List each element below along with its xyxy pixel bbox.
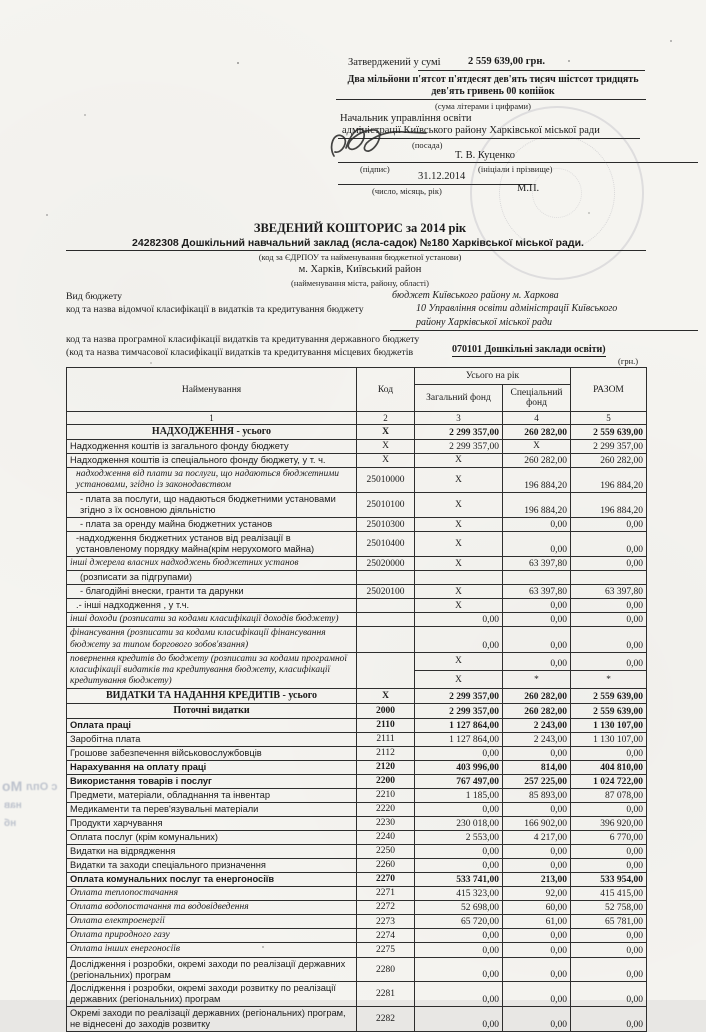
cell-c-code: 2200 (357, 774, 415, 788)
signature-caption: (підпис) (360, 164, 390, 174)
seal-place-label: М.П. (517, 183, 540, 194)
cell-num: 0,00 (571, 929, 647, 943)
table-row (67, 718, 647, 732)
cell-num: 2 299 357,00 (415, 425, 503, 440)
dept-underline (390, 330, 698, 331)
cell-c-name: Використання товарів і послуг (67, 774, 357, 788)
cell-c-name: Нарахування на оплату праці (67, 760, 357, 774)
cell-c-code: 2220 (357, 802, 415, 816)
header-name: Найменування (67, 368, 357, 412)
table-row (67, 732, 647, 746)
header-special-fund: Спеціальний фонд (503, 385, 571, 412)
cell-num: 0,00 (415, 1007, 503, 1032)
cell-num: 65 720,00 (415, 914, 503, 928)
cell-c-name: Грошове забезпечення військовослужбовців (67, 746, 357, 760)
showthrough-artifact: Мо (2, 778, 23, 794)
approver-position-line2: адміністрації Київського району Харківської міської ради (342, 125, 600, 136)
amount-in-words-line2: дев'ять гривень 00 копійок (431, 86, 555, 97)
table-row (67, 982, 647, 1007)
organization-underline (66, 250, 646, 251)
cell-num: 0,00 (503, 858, 571, 872)
cell-c-name: ВИДАТКИ ТА НАДАННЯ КРЕДИТІВ - усього (67, 689, 357, 704)
cell-num: 61,00 (503, 914, 571, 928)
table-row (67, 585, 647, 599)
table-row (67, 453, 647, 467)
cell-num (415, 571, 503, 585)
cell-c-code: 25010300 (357, 518, 415, 532)
cell-c-code: 2230 (357, 816, 415, 830)
cell-c-code: 25010000 (357, 467, 415, 492)
cell-num: 4 217,00 (503, 830, 571, 844)
dept-classification-label: код та назва відомчої класифікації в видатків та кредитування бюджету (66, 304, 364, 315)
city-line: м. Харків, Київський район (298, 264, 422, 275)
cell-num: 2 299 357,00 (415, 704, 503, 719)
cell-num: 415 415,00 (571, 886, 647, 900)
cell-c-code: 25010400 (357, 532, 415, 557)
program-classification-label: код та назва програмної класифікації видатків та кредитування державного бюджету (66, 334, 420, 345)
cell-c-name: НАДХОДЖЕННЯ - усього (67, 425, 357, 440)
cell-num: 1 127 864,00 (415, 732, 503, 746)
column-numbers-row (67, 412, 647, 425)
cell-num: 257 225,00 (503, 774, 571, 788)
cell-num: 196 884,20 (571, 467, 647, 492)
cell-num: 0,00 (571, 982, 647, 1007)
scan-noise (237, 62, 239, 64)
cell-num: Х (415, 532, 503, 557)
table-row (67, 914, 647, 928)
cell-num: 2 559 639,00 (571, 689, 647, 704)
cell-num: 1 185,00 (415, 788, 503, 802)
showthrough-artifact: нав (4, 800, 22, 811)
cell-c-code: 2111 (357, 732, 415, 746)
table-row (67, 652, 647, 670)
cell-num: Х (415, 671, 503, 689)
cell-num: 0,00 (503, 746, 571, 760)
cell-num: 0,00 (571, 858, 647, 872)
cell-num: 196 884,20 (503, 493, 571, 518)
cell-c-code: 2270 (357, 872, 415, 886)
cell-num: 0,00 (503, 599, 571, 613)
budget-type-value: бюджет Київського району м. Харкова (392, 290, 559, 301)
cell-num: 0,00 (571, 556, 647, 570)
cell-num: 0,00 (503, 518, 571, 532)
name-caption: (ініціали і прізвище) (478, 164, 553, 174)
cell-c-name: Оплата природного газу (67, 929, 357, 943)
col-num-1: 1 (67, 412, 357, 425)
approver-position-line1: Начальник управління освіти (340, 113, 472, 124)
cell-num: Х (415, 585, 503, 599)
cell-num: 0,00 (415, 746, 503, 760)
cell-num: 0,00 (503, 982, 571, 1007)
dept-classification-value-2: району Харківської міської ради (416, 317, 553, 328)
col-num-2: 2 (357, 412, 415, 425)
showthrough-artifact: нб (4, 818, 17, 829)
cell-num: 767 497,00 (415, 774, 503, 788)
cell-num: 0,00 (571, 746, 647, 760)
cell-num: 230 018,00 (415, 816, 503, 830)
cell-c-code: 2271 (357, 886, 415, 900)
cell-c-name: - благодійні внески, гранти та дарунки (67, 585, 357, 599)
cell-c-name: Оплата електроенергії (67, 914, 357, 928)
cell-num: 260 282,00 (503, 704, 571, 719)
cell-num: 0,00 (503, 652, 571, 670)
cell-c-name: .- інші надходження , у т.ч. (67, 599, 357, 613)
cell-num: 0,00 (571, 613, 647, 627)
cell-c-name: Надходження коштів із спеціального фонду бюджету, у т. ч. (67, 453, 357, 467)
cell-num: 1 127 864,00 (415, 718, 503, 732)
cell-c-code (357, 599, 415, 613)
temp-classification-label: (код та назва тимчасової класифікації видатків та кредитування місцевих бюджетів (66, 347, 414, 358)
header-total: РАЗОМ (571, 368, 647, 412)
table-row (67, 599, 647, 613)
cell-num: 0,00 (503, 627, 571, 652)
cell-c-name: - плата за послуги, що надаються бюджетними установами згідно з їх основною діяльністю (67, 493, 357, 518)
cell-num: 85 893,00 (503, 788, 571, 802)
cell-num: 196 884,20 (571, 493, 647, 518)
table-row (67, 493, 647, 518)
cell-num: 0,00 (571, 599, 647, 613)
cell-num: 260 282,00 (503, 425, 571, 440)
cell-c-name: Предмети, матеріали, обладнання та інвентар (67, 788, 357, 802)
cell-c-name: (розписати за підгрупами) (67, 571, 357, 585)
table-row (67, 532, 647, 557)
approval-date: 31.12.2014 (418, 171, 466, 182)
cell-num: 2 299 357,00 (415, 689, 503, 704)
cell-num: 0,00 (571, 802, 647, 816)
cell-c-code: 25010100 (357, 493, 415, 518)
cell-num: 0,00 (503, 957, 571, 982)
cell-num: 60,00 (503, 900, 571, 914)
cell-c-name: Оплата послуг (крім комунальних) (67, 830, 357, 844)
cell-c-code: Х (357, 439, 415, 453)
cell-num: 6 770,00 (571, 830, 647, 844)
cell-num: 2 243,00 (503, 718, 571, 732)
table-header-row (67, 368, 647, 385)
cell-c-name: - плата за оренду майна бюджетних установ (67, 518, 357, 532)
approved-sum-label: Затверджений у сумі (348, 57, 441, 68)
cell-num: Х (415, 652, 503, 670)
cell-num: 0,00 (571, 943, 647, 957)
header-general-fund: Загальний фонд (415, 385, 503, 412)
cell-num: 0,00 (415, 858, 503, 872)
table-row (67, 425, 647, 440)
dept-classification-value-1: 10 Управління освіти адміністрації Київського (416, 303, 618, 314)
cell-c-name: Дослідження і розробки, окремі заходи по реалізації державних (регіональних) програм (67, 957, 357, 982)
cell-c-name: Надходження коштів із загального фонду бюджету (67, 439, 357, 453)
currency-note: (грн.) (618, 356, 639, 366)
cell-num: 0,00 (415, 943, 503, 957)
cell-num: Х (415, 493, 503, 518)
cell-num: 0,00 (571, 844, 647, 858)
cell-c-code (357, 627, 415, 652)
cell-num: 0,00 (415, 957, 503, 982)
cell-c-name: Видатки та заходи спеціального призначення (67, 858, 357, 872)
date-caption: (число, місяць, рік) (372, 186, 442, 196)
cell-c-code: 25020000 (357, 556, 415, 570)
cell-num: 52 698,00 (415, 900, 503, 914)
cell-c-name: -надходження бюджетних установ від реалізації в установленому порядку майна(крім нерухомого майна) (67, 532, 357, 557)
header-code: Код (357, 368, 415, 412)
cell-c-code (357, 652, 415, 689)
cell-num: 0,00 (503, 613, 571, 627)
table-row (67, 467, 647, 492)
cell-c-name: Оплата водопостачання та водовідведення (67, 900, 357, 914)
cell-num: 0,00 (571, 532, 647, 557)
showthrough-artifact: с Опл (26, 781, 58, 793)
cell-num: 260 282,00 (503, 689, 571, 704)
table-row (67, 844, 647, 858)
table-row (67, 746, 647, 760)
cell-c-code: 2282 (357, 1007, 415, 1032)
table-row (67, 872, 647, 886)
cell-num: 533 954,00 (571, 872, 647, 886)
cell-num: 415 323,00 (415, 886, 503, 900)
table-row (67, 929, 647, 943)
cell-num: 0,00 (503, 929, 571, 943)
cell-num (571, 571, 647, 585)
cell-c-code: Х (357, 453, 415, 467)
cell-num: 0,00 (571, 1007, 647, 1032)
cell-c-name: надходження від плати за послуги, що надаються бюджетними установами, згідно із законодавством (67, 467, 357, 492)
cell-num: 87 078,00 (571, 788, 647, 802)
cell-num: 52 758,00 (571, 900, 647, 914)
handwritten-signature (326, 118, 476, 168)
city-caption: (найменування міста, району, області) (291, 278, 429, 288)
cell-num: 0,00 (503, 1007, 571, 1032)
cell-num: 0,00 (415, 613, 503, 627)
table-row (67, 858, 647, 872)
cell-num: 2 243,00 (503, 732, 571, 746)
cell-c-name: Оплата комунальних послуг та енергоносіїв (67, 872, 357, 886)
cell-num: 814,00 (503, 760, 571, 774)
cell-c-name: Оплата праці (67, 718, 357, 732)
cell-num: 0,00 (415, 627, 503, 652)
cell-c-code: 2281 (357, 982, 415, 1007)
table-row (67, 704, 647, 719)
cell-c-name: Продукти харчування (67, 816, 357, 830)
table-row (67, 900, 647, 914)
cell-num: 2 559 639,00 (571, 425, 647, 440)
cell-num: 0,00 (503, 844, 571, 858)
cell-num: 396 920,00 (571, 816, 647, 830)
cell-num: 0,00 (415, 929, 503, 943)
cell-c-code: 2260 (357, 858, 415, 872)
cell-num: 92,00 (503, 886, 571, 900)
cell-c-code: 2240 (357, 830, 415, 844)
cell-c-code: 2273 (357, 914, 415, 928)
table-row (67, 816, 647, 830)
cell-num: 0,00 (415, 844, 503, 858)
table-row (67, 943, 647, 957)
words-caption: (сума літерами і цифрами) (435, 101, 531, 111)
table-row (67, 788, 647, 802)
cell-num: Х (415, 556, 503, 570)
cell-num: 0,00 (571, 957, 647, 982)
cell-c-code: 2280 (357, 957, 415, 982)
cell-c-name: Поточні видатки (67, 704, 357, 719)
cell-num: 0,00 (503, 532, 571, 557)
cell-num: 0,00 (415, 802, 503, 816)
table-row (67, 886, 647, 900)
cell-num: 0,00 (571, 652, 647, 670)
approved-amount: 2 559 639,00 грн. (468, 56, 546, 67)
col-num-5: 5 (571, 412, 647, 425)
cell-c-name: Окремі заходи по реалізації державних (регіональних) програм, не віднесені до заходів розвитку (67, 1007, 357, 1032)
organization-name: 24282308 Дошкільний навчальний заклад (ясла-садок) №180 Харківської міської ради. (132, 237, 584, 249)
cell-num: 2 559 639,00 (571, 704, 647, 719)
cell-c-code (357, 571, 415, 585)
cell-c-code (357, 613, 415, 627)
table-row (67, 760, 647, 774)
cell-num (503, 571, 571, 585)
cell-num: 2 553,00 (415, 830, 503, 844)
cell-num: Х (415, 467, 503, 492)
col-num-4: 4 (503, 412, 571, 425)
words-underline (336, 99, 646, 100)
cell-num: Х (503, 439, 571, 453)
cell-c-code: 2112 (357, 746, 415, 760)
temp-classification-value: 070101 Дошкільні заклади освіти) (452, 344, 606, 355)
table-row (67, 689, 647, 704)
cell-c-name: повернення кредитів до бюджету (розписати за кодами програмної класифікації видатків та кредитування бюджету, класифікації кредитування бюджету) (67, 652, 357, 689)
amount-in-words-line1: Два мільйони п'ятсот п'ятдесят дев'ять тисяч шістсот тридцять (347, 74, 639, 85)
cell-num: * (503, 671, 571, 689)
cell-num: 0,00 (415, 982, 503, 1007)
table-row (67, 556, 647, 570)
cell-c-name: фінансування (розписати за кодами класифікації фінансування бюджету за типом боргового зобов'язання) (67, 627, 357, 652)
cell-c-code: 2275 (357, 943, 415, 957)
cell-c-name: Видатки на відрядження (67, 844, 357, 858)
cell-num: 0,00 (571, 518, 647, 532)
cell-num: 196 884,20 (503, 467, 571, 492)
cell-c-code: Х (357, 689, 415, 704)
signer-name: Т. В. Куценко (455, 150, 516, 161)
cell-num: 65 781,00 (571, 914, 647, 928)
cell-num: 1 130 107,00 (571, 718, 647, 732)
cell-num: 63 397,80 (503, 585, 571, 599)
table-row (67, 613, 647, 627)
cell-c-name: Оплата теплопостачання (67, 886, 357, 900)
table-row (67, 439, 647, 453)
cell-num: 213,00 (503, 872, 571, 886)
cell-num: 403 996,00 (415, 760, 503, 774)
cell-num: Х (415, 518, 503, 532)
cell-num: 2 299 357,00 (415, 439, 503, 453)
cell-c-code: 2272 (357, 900, 415, 914)
table-row (67, 774, 647, 788)
position-caption: (посада) (412, 140, 443, 150)
cell-num: 404 810,00 (571, 760, 647, 774)
organization-caption: (код за ЄДРПОУ та найменування бюджетної установи) (258, 252, 462, 262)
cell-num: 533 741,00 (415, 872, 503, 886)
table-row (67, 1007, 647, 1032)
cell-c-code: 2110 (357, 718, 415, 732)
cell-c-name: інші джерела власних надходжень бюджетних установ (67, 556, 357, 570)
cell-c-code: 2120 (357, 760, 415, 774)
cell-num: 63 397,80 (571, 585, 647, 599)
cell-c-code: 2274 (357, 929, 415, 943)
table-row (67, 571, 647, 585)
cell-c-code: 2250 (357, 844, 415, 858)
cell-num: * (571, 671, 647, 689)
cell-c-name: Медикаменти та перев'язувальні матеріали (67, 802, 357, 816)
cell-c-code: Х (357, 425, 415, 440)
cell-c-name: інші доходи (розписати за кодами класифікації доходів бюджету) (67, 613, 357, 627)
table-row (67, 957, 647, 982)
cell-c-name: Дослідження і розробки, окремі заходи розвитку по реалізації державних (регіональних) програм (67, 982, 357, 1007)
table-row (67, 802, 647, 816)
budget-table (66, 367, 647, 1032)
amount-underline (418, 70, 645, 71)
cell-num: 260 282,00 (503, 453, 571, 467)
cell-num: 0,00 (571, 627, 647, 652)
cell-num: 0,00 (503, 943, 571, 957)
cell-c-code: 2000 (357, 704, 415, 719)
table-row (67, 627, 647, 652)
table-row (67, 518, 647, 532)
cell-c-code: 2210 (357, 788, 415, 802)
cell-c-name: Заробітна плата (67, 732, 357, 746)
col-num-3: 3 (415, 412, 503, 425)
cell-num: 63 397,80 (503, 556, 571, 570)
cell-num: 260 282,00 (571, 453, 647, 467)
cell-num: 1 130 107,00 (571, 732, 647, 746)
budget-type-label: Вид бюджету (66, 291, 123, 302)
cell-num: 0,00 (503, 802, 571, 816)
table-row (67, 830, 647, 844)
cell-num: 166 902,00 (503, 816, 571, 830)
cell-num: 2 299 357,00 (571, 439, 647, 453)
cell-c-name: Оплата інших енергоносіїв (67, 943, 357, 957)
cell-c-code: 25020100 (357, 585, 415, 599)
header-year-total: Усього на рік (415, 368, 571, 385)
document-title: ЗВЕДЕНИЙ КОШТОРИС за 2014 рік (253, 221, 467, 235)
cell-num: Х (415, 599, 503, 613)
cell-num: Х (415, 453, 503, 467)
budget-table-body (67, 425, 647, 1032)
cell-num: 1 024 722,00 (571, 774, 647, 788)
